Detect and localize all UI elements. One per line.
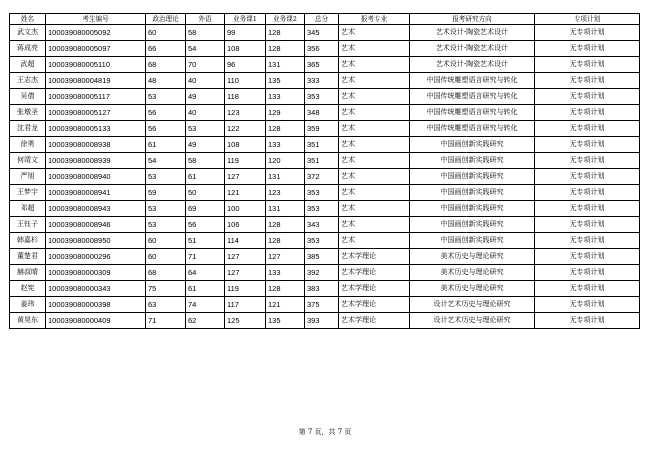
table-cell: 中国传统雕塑语言研究与转化 [410, 105, 535, 121]
table-cell: 中国画创新实践研究 [410, 233, 535, 249]
table-row [10, 41, 640, 57]
table-cell: 武文杰 [10, 25, 46, 41]
table-cell: 中国画创新实践研究 [410, 153, 535, 169]
table-cell: 100039080000409 [46, 313, 146, 329]
admission-table [9, 13, 640, 329]
table-cell: 吴倩 [10, 89, 46, 105]
table-cell: 50 [186, 185, 225, 201]
table-cell: 58 [186, 153, 225, 169]
table-cell: 40 [186, 105, 225, 121]
table-cell: 125 [225, 313, 266, 329]
table-cell: 无专项计划 [535, 281, 640, 297]
table-cell: 53 [186, 121, 225, 137]
table-cell: 58 [186, 25, 225, 41]
table-cell: 无专项计划 [535, 217, 640, 233]
table-row [10, 57, 640, 73]
table-cell: 艺术学理论 [339, 281, 410, 297]
table-cell: 艺术 [339, 153, 410, 169]
table-cell: 美术历史与理论研究 [410, 265, 535, 281]
table-cell: 艺术学理论 [339, 265, 410, 281]
table-cell: 无专项计划 [535, 73, 640, 89]
table-row [10, 185, 640, 201]
table-cell: 100 [225, 201, 266, 217]
table-cell: 艺术 [339, 137, 410, 153]
table-cell: 王梦宇 [10, 185, 46, 201]
table-cell: 无专项计划 [535, 233, 640, 249]
table-cell: 无专项计划 [535, 185, 640, 201]
table-cell: 353 [305, 201, 339, 217]
table-cell: 75 [146, 281, 186, 297]
table-cell: 127 [225, 249, 266, 265]
table-cell: 无专项计划 [535, 297, 640, 313]
table-cell: 100039080005133 [46, 121, 146, 137]
table-header-row [10, 14, 640, 25]
table-cell: 100039080000398 [46, 297, 146, 313]
table-cell: 56 [146, 105, 186, 121]
table-cell: 108 [225, 41, 266, 57]
table-cell: 无专项计划 [535, 265, 640, 281]
table-cell: 99 [225, 25, 266, 41]
table-cell: 56 [186, 217, 225, 233]
table-cell: 114 [225, 233, 266, 249]
table-cell: 119 [225, 153, 266, 169]
table-cell: 69 [186, 201, 225, 217]
table-cell: 无专项计划 [535, 41, 640, 57]
table-cell: 姜玮 [10, 297, 46, 313]
table-cell: 128 [266, 281, 305, 297]
table-cell: 艺术 [339, 25, 410, 41]
table-cell: 张墩圣 [10, 105, 46, 121]
table-cell: 沈君龙 [10, 121, 46, 137]
table-cell: 艺术 [339, 57, 410, 73]
table-cell: 121 [225, 185, 266, 201]
column-header: 姓名 [10, 14, 46, 25]
table-cell: 中国传统雕塑语言研究与转化 [410, 73, 535, 89]
table-cell: 128 [266, 233, 305, 249]
table-cell: 392 [305, 265, 339, 281]
table-cell: 60 [146, 233, 186, 249]
table-cell: 49 [186, 137, 225, 153]
table-cell: 119 [225, 281, 266, 297]
table-cell: 100039080005117 [46, 89, 146, 105]
table-row [10, 217, 640, 233]
table-cell: 中国画创新实践研究 [410, 185, 535, 201]
table-cell: 353 [305, 89, 339, 105]
table-cell: 100039080000309 [46, 265, 146, 281]
table-cell: 无专项计划 [535, 313, 640, 329]
table-cell: 无专项计划 [535, 105, 640, 121]
table-cell: 351 [305, 153, 339, 169]
table-cell: 53 [146, 89, 186, 105]
table-cell: 68 [146, 265, 186, 281]
table-cell: 无专项计划 [535, 137, 640, 153]
table-cell: 何靖文 [10, 153, 46, 169]
table-cell: 艺术 [339, 121, 410, 137]
table-cell: 黄昊东 [10, 313, 46, 329]
table-cell: 100039080008950 [46, 233, 146, 249]
table-cell: 无专项计划 [535, 121, 640, 137]
table-row [10, 297, 640, 313]
table-cell: 董楚君 [10, 249, 46, 265]
table-cell: 110 [225, 73, 266, 89]
table-cell: 53 [146, 169, 186, 185]
table-cell: 66 [146, 41, 186, 57]
table-row [10, 105, 640, 121]
column-header: 总分 [305, 14, 339, 25]
table-cell: 无专项计划 [535, 57, 640, 73]
table-cell: 100039080008940 [46, 169, 146, 185]
table-cell: 中国传统雕塑语言研究与转化 [410, 89, 535, 105]
table-cell: 128 [266, 217, 305, 233]
table-cell: 56 [146, 121, 186, 137]
table-cell: 59 [146, 185, 186, 201]
table-cell: 127 [225, 169, 266, 185]
table-cell: 蒋成亮 [10, 41, 46, 57]
table-cell: 353 [305, 185, 339, 201]
table-cell: 100039080008941 [46, 185, 146, 201]
table-cell: 无专项计划 [535, 89, 640, 105]
table-cell: 艺术学理论 [339, 249, 410, 265]
table-cell: 348 [305, 105, 339, 121]
table-cell: 60 [146, 25, 186, 41]
table-cell: 100039080005097 [46, 41, 146, 57]
table-cell: 设计艺术历史与理论研究 [410, 297, 535, 313]
table-cell: 中国画创新实践研究 [410, 217, 535, 233]
table-cell: 356 [305, 41, 339, 57]
table-cell: 100039080008938 [46, 137, 146, 153]
table-cell: 严旭 [10, 169, 46, 185]
table-row [10, 313, 640, 329]
table-cell: 徐勇 [10, 137, 46, 153]
table-cell: 131 [266, 57, 305, 73]
table-cell: 385 [305, 249, 339, 265]
column-header: 考生编号 [46, 14, 146, 25]
table-cell: 100039080005110 [46, 57, 146, 73]
table-cell: 艺术 [339, 201, 410, 217]
table-cell: 365 [305, 57, 339, 73]
table-cell: 48 [146, 73, 186, 89]
table-cell: 韩嘉杉 [10, 233, 46, 249]
table-cell: 100039080008943 [46, 201, 146, 217]
table-cell: 127 [225, 265, 266, 281]
table-cell: 100039080000343 [46, 281, 146, 297]
table-cell: 赫叔晴 [10, 265, 46, 281]
table-cell: 40 [186, 73, 225, 89]
table-cell: 艺术学理论 [339, 297, 410, 313]
column-header: 专项计划 [535, 14, 640, 25]
table-cell: 106 [225, 217, 266, 233]
table-cell: 133 [266, 137, 305, 153]
table-cell: 54 [146, 153, 186, 169]
table-row [10, 233, 640, 249]
table-row [10, 89, 640, 105]
table-cell: 无专项计划 [535, 169, 640, 185]
table-cell: 127 [266, 249, 305, 265]
table-cell: 100039080008939 [46, 153, 146, 169]
table-row [10, 137, 640, 153]
table-cell: 53 [146, 201, 186, 217]
table-cell: 设计艺术历史与理论研究 [410, 313, 535, 329]
table-cell: 武超 [10, 57, 46, 73]
table-cell: 艺术 [339, 169, 410, 185]
table-cell: 117 [225, 297, 266, 313]
table-cell: 美术历史与理论研究 [410, 281, 535, 297]
column-header: 外语 [186, 14, 225, 25]
table-row [10, 25, 640, 41]
table-cell: 74 [186, 297, 225, 313]
table-cell: 383 [305, 281, 339, 297]
table-cell: 70 [186, 57, 225, 73]
table-cell: 96 [225, 57, 266, 73]
table-cell: 63 [146, 297, 186, 313]
table-cell: 61 [146, 137, 186, 153]
table-cell: 131 [266, 201, 305, 217]
table-cell: 61 [186, 169, 225, 185]
table-cell: 128 [266, 25, 305, 41]
table-row [10, 281, 640, 297]
table-cell: 123 [225, 105, 266, 121]
table-cell: 54 [186, 41, 225, 57]
table-cell: 无专项计划 [535, 153, 640, 169]
table-cell: 艺术学理论 [339, 313, 410, 329]
table-cell: 艺术设计-陶瓷艺术设计 [410, 57, 535, 73]
table-cell: 133 [266, 265, 305, 281]
table-cell: 393 [305, 313, 339, 329]
table-cell: 68 [146, 57, 186, 73]
table-cell: 艺术 [339, 41, 410, 57]
table-cell: 邓超 [10, 201, 46, 217]
table-cell: 艺术设计-陶瓷艺术设计 [410, 25, 535, 41]
table-cell: 333 [305, 73, 339, 89]
table-cell: 351 [305, 137, 339, 153]
table-cell: 353 [305, 233, 339, 249]
table-cell: 赵宪 [10, 281, 46, 297]
table-cell: 135 [266, 313, 305, 329]
table-cell: 王钰子 [10, 217, 46, 233]
table-cell: 108 [225, 137, 266, 153]
table-cell: 艺术 [339, 217, 410, 233]
table-cell: 中国画创新实践研究 [410, 137, 535, 153]
table-cell: 无专项计划 [535, 201, 640, 217]
column-header: 业务课1 [225, 14, 266, 25]
table-cell: 71 [146, 313, 186, 329]
table-cell: 128 [266, 121, 305, 137]
table-cell: 100039080004819 [46, 73, 146, 89]
table-row [10, 201, 640, 217]
column-header: 业务课2 [266, 14, 305, 25]
table-cell: 100039080008946 [46, 217, 146, 233]
table-cell: 120 [266, 153, 305, 169]
table-cell: 345 [305, 25, 339, 41]
page-footer: 第 7 页，共 7 页 [298, 428, 352, 436]
table-cell: 121 [266, 297, 305, 313]
column-header: 报考研究方向 [410, 14, 535, 25]
table-cell: 375 [305, 297, 339, 313]
table-cell: 艺术 [339, 89, 410, 105]
table-cell: 128 [266, 41, 305, 57]
table-cell: 王志杰 [10, 73, 46, 89]
table-cell: 美术历史与理论研究 [410, 249, 535, 265]
table-cell: 艺术 [339, 105, 410, 121]
table-cell: 61 [186, 281, 225, 297]
table-body [10, 25, 640, 329]
table-cell: 71 [186, 249, 225, 265]
table-cell: 123 [266, 185, 305, 201]
table-cell: 60 [146, 249, 186, 265]
table-cell: 艺术设计-陶瓷艺术设计 [410, 41, 535, 57]
table-cell: 372 [305, 169, 339, 185]
table-cell: 359 [305, 121, 339, 137]
table-cell: 51 [186, 233, 225, 249]
table-cell: 无专项计划 [535, 25, 640, 41]
table-cell: 64 [186, 265, 225, 281]
table-cell: 122 [225, 121, 266, 137]
table-cell: 100039080005092 [46, 25, 146, 41]
table-cell: 中国画创新实践研究 [410, 201, 535, 217]
table-cell: 118 [225, 89, 266, 105]
table-row [10, 73, 640, 89]
table-row [10, 265, 640, 281]
table-row [10, 169, 640, 185]
table-cell: 53 [146, 217, 186, 233]
table-cell: 艺术 [339, 73, 410, 89]
table-row [10, 249, 640, 265]
table-cell: 无专项计划 [535, 249, 640, 265]
table-cell: 100039080005127 [46, 105, 146, 121]
table-row [10, 121, 640, 137]
table-cell: 131 [266, 169, 305, 185]
table-row [10, 153, 640, 169]
column-header: 报考专业 [339, 14, 410, 25]
column-header: 政治理论 [146, 14, 186, 25]
table-cell: 中国画创新实践研究 [410, 169, 535, 185]
table-cell: 100039080000296 [46, 249, 146, 265]
table-cell: 133 [266, 89, 305, 105]
table-cell: 62 [186, 313, 225, 329]
table-cell: 艺术 [339, 233, 410, 249]
table-cell: 中国传统雕塑语言研究与转化 [410, 121, 535, 137]
table-cell: 艺术 [339, 185, 410, 201]
table-cell: 129 [266, 105, 305, 121]
table-cell: 49 [186, 89, 225, 105]
table-cell: 343 [305, 217, 339, 233]
table-cell: 135 [266, 73, 305, 89]
